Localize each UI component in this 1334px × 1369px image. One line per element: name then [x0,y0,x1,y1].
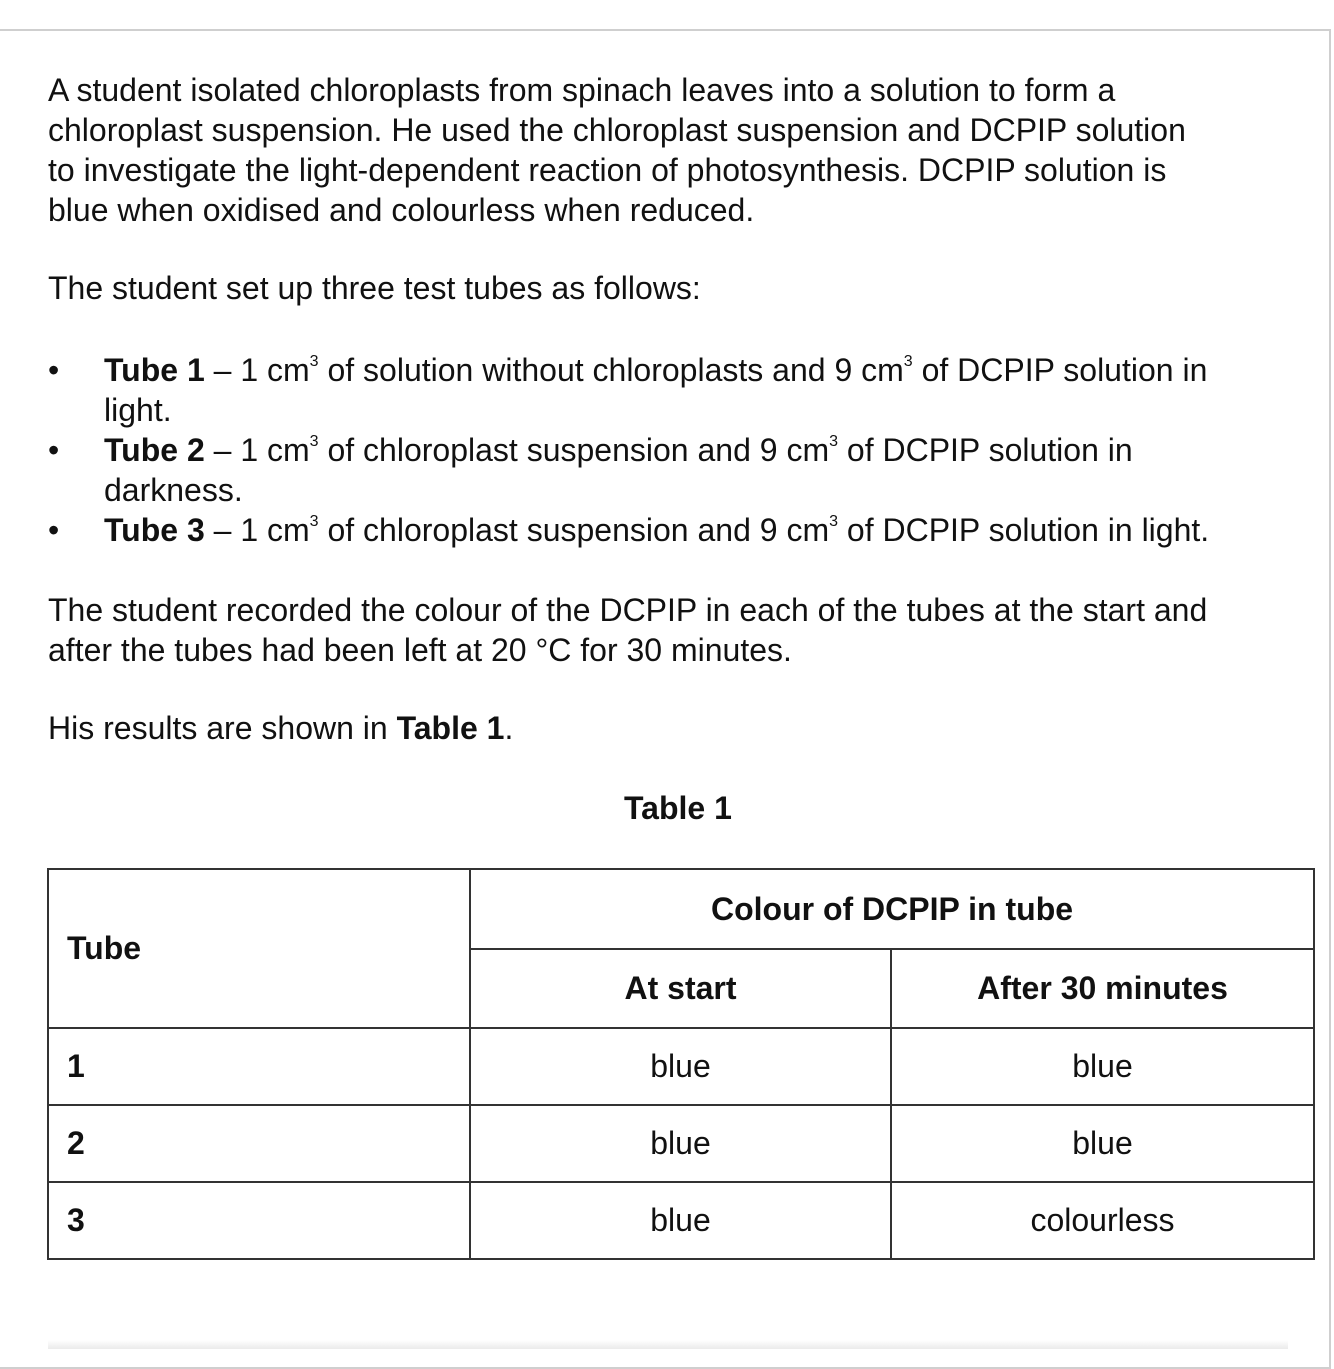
superscript: 3 [903,353,913,371]
tube-number: 2 [48,1105,470,1182]
colour-group-header: Colour of DCPIP in tube [470,869,1314,949]
table-row [48,1182,1314,1259]
intro-line-4: blue when oxidised and colourless when reduced. [48,192,755,228]
table-header-row [48,869,1314,949]
intro-paragraph [48,70,1318,230]
list-item [48,510,1318,550]
after-colour: colourless [891,1182,1314,1259]
superscript: 3 [309,433,319,451]
tube-condition: darkness. [104,472,243,508]
tube-volume: – 1 cm [204,512,310,548]
after-30-minutes-header: After 30 minutes [891,949,1314,1028]
results-period: . [504,710,514,746]
list-item [48,430,1318,510]
bullet-icon: • [48,432,60,468]
tube-description: of chloroplast suspension and 9 cm [318,432,830,468]
after-colour: blue [891,1105,1314,1182]
at-start-header: At start [470,949,891,1028]
recorded-line-1: The student recorded the colour of the DCPIP in each of the tubes at the start and [48,592,1208,628]
tube-number: 1 [48,1028,470,1105]
tube-description: of solution without chloroplasts and 9 cm [318,352,904,388]
table-reference: Table 1 [396,710,505,746]
tube-label: Tube 2 [104,432,205,468]
tube-number: 3 [48,1182,470,1259]
recorded-paragraph [48,590,1318,670]
after-colour: blue [891,1028,1314,1105]
intro-line-2: chloroplast suspension. He used the chloroplast suspension and DCPIP solution [48,112,1186,148]
superscript: 3 [829,433,838,451]
intro-line-1: A student isolated chloroplasts from spinach leaves into a solution to form a [48,72,1116,108]
table-caption: Table 1 [624,790,732,826]
tube-label: Tube 3 [104,512,205,548]
results-text: His results are shown in [48,710,397,746]
recorded-line-2: after the tubes had been left at 20 °C for 30 minutes. [48,632,792,668]
tube-volume: – 1 cm [204,352,310,388]
superscript: 3 [829,513,838,531]
question-text [48,70,1318,748]
tube-description: of chloroplast suspension and 9 cm [318,512,830,548]
next-line-fade [48,1340,1288,1349]
tube-volume: – 1 cm [204,432,310,468]
start-colour: blue [470,1028,891,1105]
tube-column-header: Tube [48,869,470,1028]
start-colour: blue [470,1105,891,1182]
tube-label: Tube 1 [104,352,205,388]
list-item [48,350,1318,430]
results-table [47,868,1315,1260]
table-row [48,1028,1314,1105]
results-paragraph [48,708,1318,748]
intro-line-3: to investigate the light-dependent reaction of photosynthesis. DCPIP solution is [48,152,1167,188]
start-colour: blue [470,1182,891,1259]
setup-paragraph: The student set up three test tubes as follows: [48,270,701,306]
bullet-icon: • [48,352,60,388]
superscript: 3 [309,513,319,531]
tube-description: of DCPIP solution in [838,432,1133,468]
tube-condition: light. [104,392,172,428]
tube-list [48,350,1318,550]
tube-description: of DCPIP solution in [912,352,1208,388]
table-row [48,1105,1314,1182]
superscript: 3 [309,353,319,371]
tube-description: of DCPIP solution in light. [838,512,1210,548]
bullet-icon: • [48,512,60,548]
